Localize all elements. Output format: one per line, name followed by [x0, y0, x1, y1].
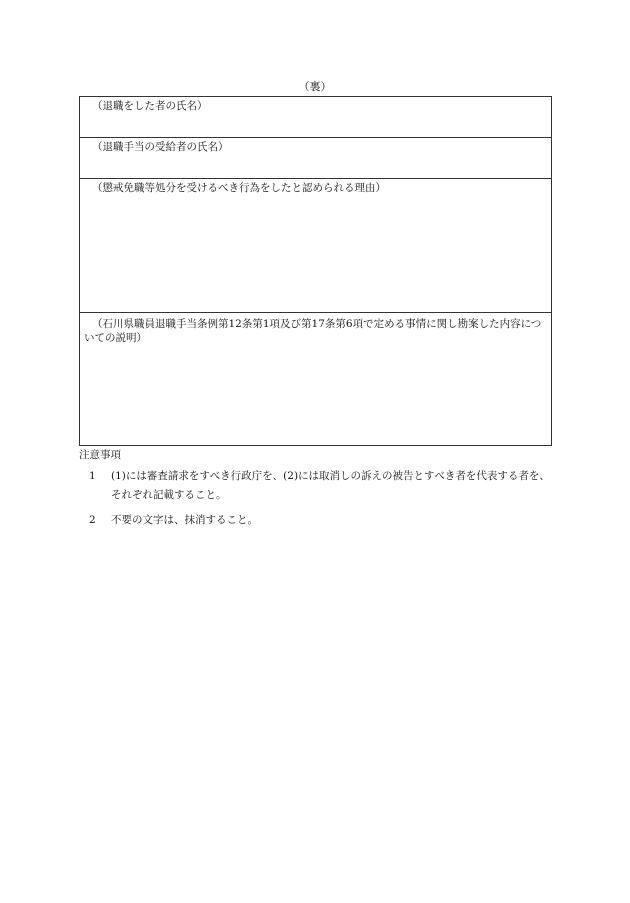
form-row-reason[interactable] — [80, 179, 551, 313]
note-item — [79, 467, 559, 505]
page-title: （裏） — [298, 80, 332, 93]
note-text: 不要の文字は、抹消すること。 — [111, 514, 258, 526]
form-row-retiree-name[interactable] — [80, 97, 551, 138]
form-row-recipient-name[interactable] — [80, 138, 551, 179]
note-number: 1 — [89, 470, 96, 482]
form-label-recipient-name: （退職手当の受給者の氏名） — [92, 141, 229, 153]
note-number: 2 — [89, 514, 96, 526]
form-table — [79, 96, 552, 446]
form-label-explanation: （石川県職員退職手当条例第12条第1項及び第17条第6項で定める事情に関し勘案した内容についての説明） — [84, 318, 542, 344]
notes-section — [79, 448, 559, 536]
note-text: (1)には審査請求をすべき行政庁を、(2)には取消しの訴えの被告とすべき者を代表する者を、それぞれ記載すること。 — [111, 470, 550, 501]
form-label-retiree-name: （退職をした者の氏名） — [92, 100, 208, 112]
notes-heading: 注意事項 — [79, 449, 121, 461]
form-row-explanation[interactable] — [80, 313, 551, 445]
form-label-reason: （懲戒免職等処分を受けるべき行為をしたと認められる理由） — [92, 182, 386, 194]
note-item — [79, 511, 559, 530]
